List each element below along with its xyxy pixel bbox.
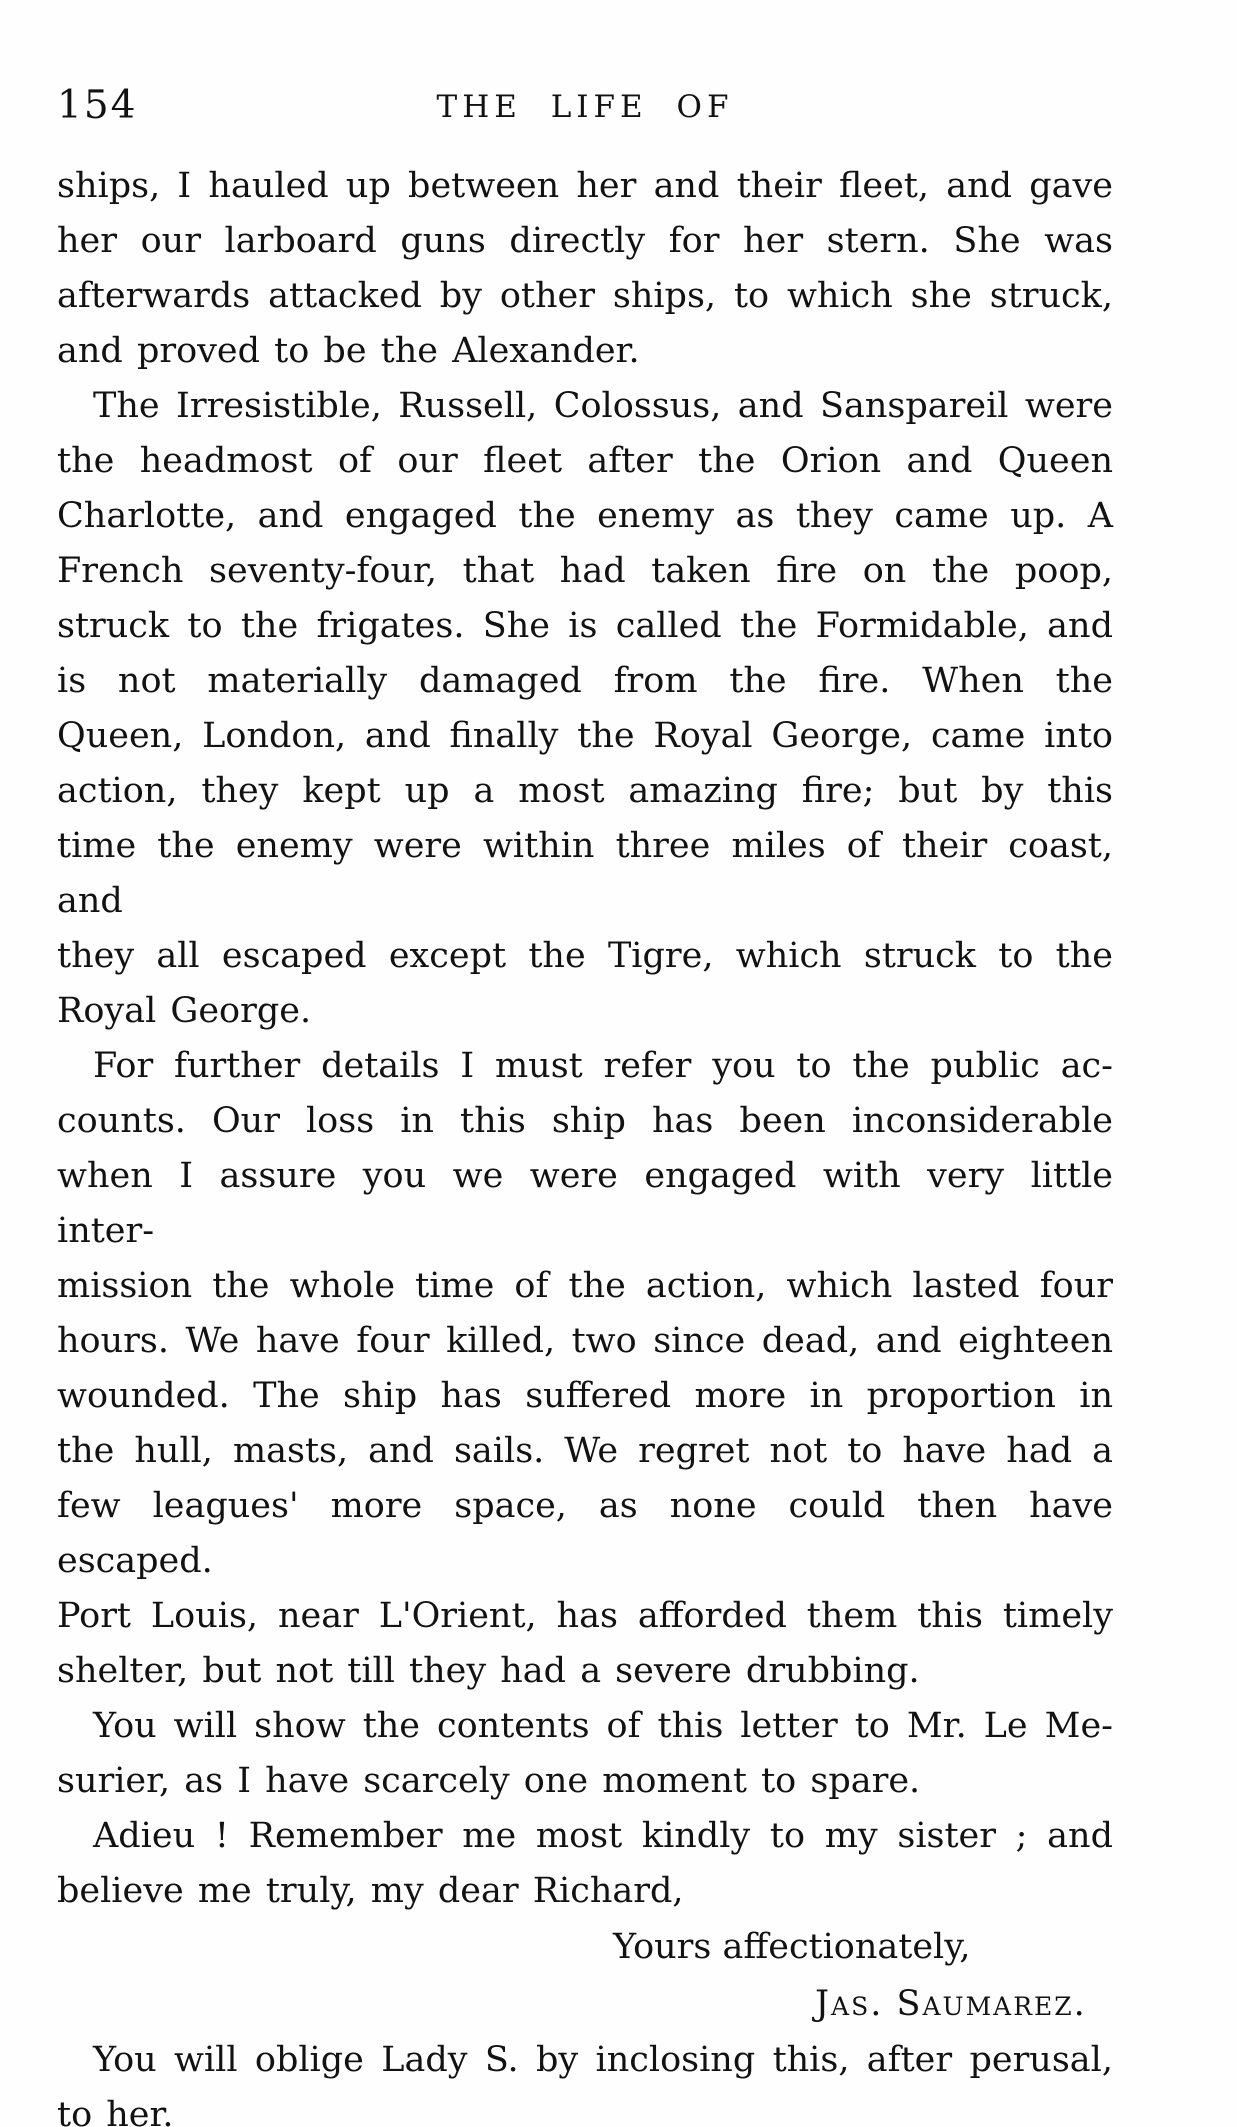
text-line: few leagues' more space, as none could then have escaped. (57, 1486, 1113, 1581)
text-line: counts. Our loss in this ship has been inconsiderable (57, 1101, 1113, 1141)
text-line: ships, I hauled up between her and their fleet, and gave (57, 166, 1113, 206)
text-line: mission the whole time of the action, which lasted four (57, 1266, 1113, 1306)
page-number: 154 (57, 83, 138, 128)
paragraph (57, 1809, 1113, 1919)
page-header (57, 83, 1113, 133)
text-line: shelter, but not till they had a severe drubbing. (57, 1651, 920, 1691)
text-line: to her. (57, 2095, 174, 2127)
text-line: Charlotte, and engaged the enemy as they came up. A (57, 496, 1113, 536)
valediction-line: Yours affectionately, (613, 1927, 971, 1967)
text-line: afterwards attacked by other ships, to which she struck, (57, 276, 1113, 316)
text-line: is not materially damaged from the fire. When the (57, 661, 1113, 701)
paragraph (57, 2033, 1113, 2127)
text-line: Adieu ! Remember me most kindly to my sister ; and (93, 1816, 1113, 1856)
text-line: wounded. The ship has suffered more in proportion in (57, 1376, 1113, 1416)
text-line: struck to the frigates. She is called the Formidable, and (57, 606, 1113, 646)
text-line: the headmost of our fleet after the Orion and Queen (57, 441, 1113, 481)
text-line: Royal George. (57, 991, 312, 1031)
text-line: the hull, masts, and sails. We regret not to have had a (57, 1431, 1113, 1471)
signature-name: Jas. Saumarez. (815, 1984, 1087, 2024)
text-line: when I assure you we were engaged with very little inter- (57, 1156, 1113, 1251)
text-line: and proved to be the Alexander. (57, 331, 640, 371)
text-line: You will show the contents of this letter to Mr. Le Me- (93, 1706, 1113, 1746)
text-line: The Irresistible, Russell, Colossus, and Sanspareil were (93, 386, 1113, 426)
paragraph (57, 1039, 1113, 1699)
text-line: time the enemy were within three miles of their coast, and (57, 826, 1113, 921)
text-line: believe me truly, my dear Richard, (57, 1871, 684, 1911)
text-line: action, they kept up a most amazing fire; but by this (57, 771, 1113, 811)
paragraph (57, 159, 1113, 379)
text-line: Queen, London, and finally the Royal George, came into (57, 716, 1113, 756)
text-line: they all escaped except the Tigre, which struck to the (57, 936, 1113, 976)
letter-body (57, 159, 1113, 2127)
text-line: hours. We have four killed, two since dead, and eighteen (57, 1321, 1113, 1361)
running-title: THE LIFE OF (436, 89, 734, 125)
text-line: For further details I must refer you to the public ac- (93, 1046, 1113, 1086)
text-line: Port Louis, near L'Orient, has afforded them this timely (57, 1596, 1113, 1636)
paragraph (57, 1699, 1113, 1809)
text-line: her our larboard guns directly for her stern. She was (57, 221, 1113, 261)
text-line: French seventy-four, that had taken fire on the poop, (57, 551, 1113, 591)
text-line: You will oblige Lady S. by inclosing this, after perusal, (93, 2040, 1113, 2080)
text-line: surier, as I have scarcely one moment to spare. (57, 1761, 921, 1801)
paragraph (57, 379, 1113, 1039)
